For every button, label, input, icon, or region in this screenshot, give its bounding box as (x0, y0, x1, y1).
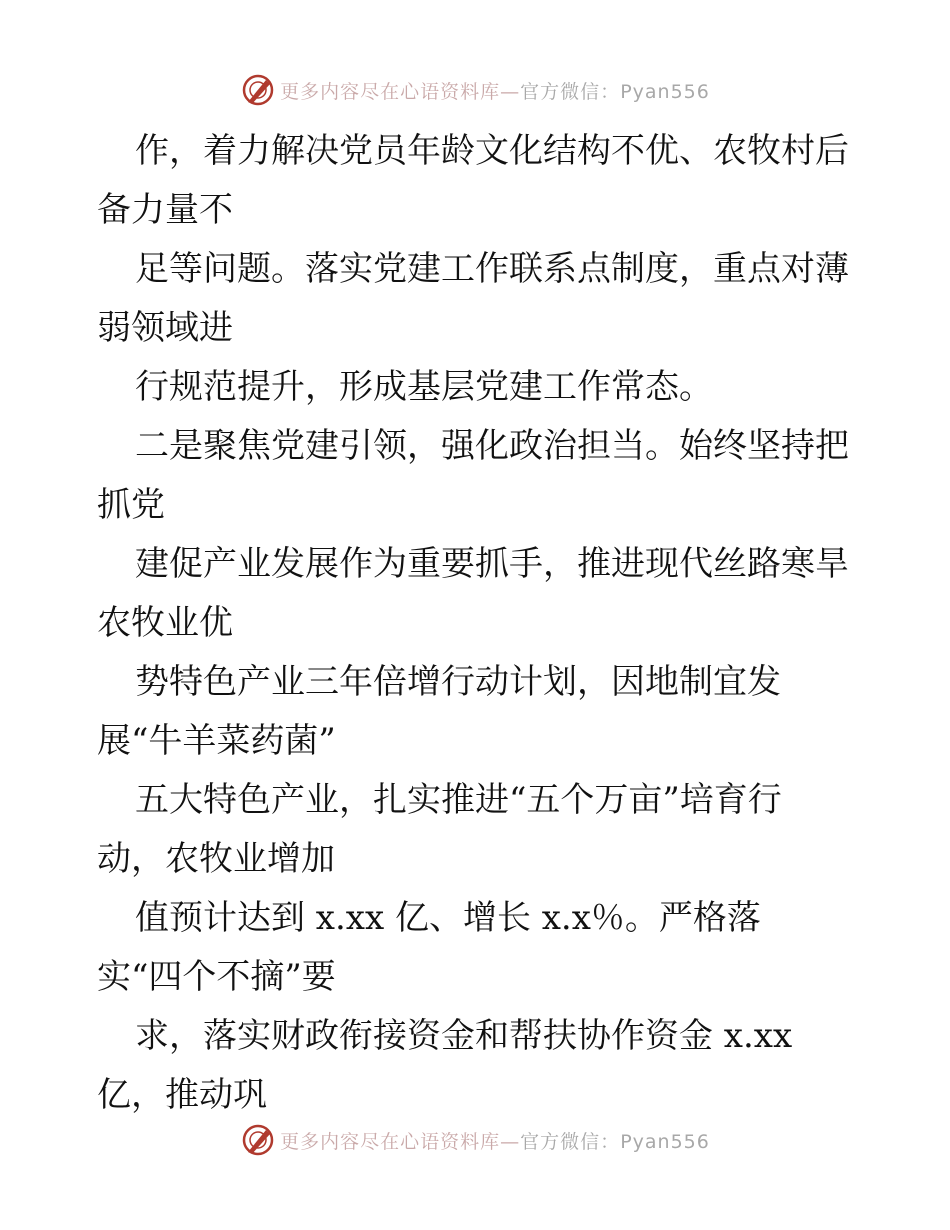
text-line: 二是聚焦党建引领，强化政治担当。始终坚持把 (135, 426, 849, 466)
text-line: 展“牛羊菜药菌” (97, 721, 336, 761)
text-line: 行规范提升，形成基层党建工作常态。 (135, 367, 713, 407)
document-body (97, 122, 857, 1125)
watermark-text: 更多内容尽在心语资料库—官方微信：Pyan556 (280, 1130, 710, 1153)
footer-watermark (0, 1120, 950, 1160)
pen-logo-icon (240, 1122, 276, 1158)
text-line: 动，农牧业增加 (97, 839, 335, 879)
text-line: 值预计达到 x.xx 亿、增长 x.x％。严格落 (135, 898, 761, 938)
text-line: 实“四个不摘”要 (97, 957, 336, 997)
text-line: 亿，推动巩 (97, 1075, 267, 1115)
pen-logo-icon (240, 72, 276, 108)
text-line: 抓党 (97, 485, 165, 525)
text-line: 农牧业优 (97, 603, 233, 643)
text-line: 足等问题。落实党建工作联系点制度，重点对薄 (135, 249, 849, 289)
text-line: 备力量不 (97, 190, 233, 230)
text-line: 作，着力解决党员年龄文化结构不优、农牧村后 (135, 131, 849, 171)
header-watermark (0, 70, 950, 110)
watermark-text: 更多内容尽在心语资料库—官方微信：Pyan556 (280, 80, 710, 103)
text-line: 势特色产业三年倍增行动计划，因地制宜发 (135, 662, 781, 702)
text-line: 求，落实财政衔接资金和帮扶协作资金 x.xx (135, 1016, 793, 1056)
text-line: 建促产业发展作为重要抓手，推进现代丝路寒旱 (135, 544, 849, 584)
text-line: 五大特色产业，扎实推进“五个万亩”培育行 (135, 780, 782, 820)
text-line: 弱领域进 (97, 308, 233, 348)
